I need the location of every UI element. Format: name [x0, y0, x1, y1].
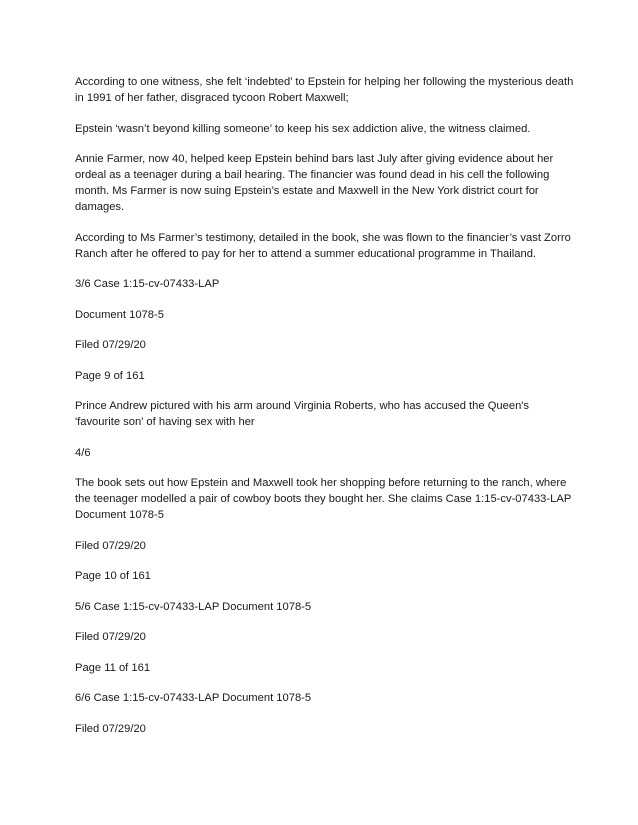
paragraph-annie-farmer: Annie Farmer, now 40, helped keep Epstein behind bars last July after giving evidence about her ordeal as a teenager during a bail hearing. The financier was found dead in his cell the following month. Ms Farmer is now suing Epstein’s estate and Maxwell in the New York district court for damages.	[75, 153, 554, 213]
filed-date: Filed 07/29/20	[75, 722, 146, 735]
page-number: Page 11 of 161	[75, 661, 151, 674]
section-marker-4-of-6: 4/6	[75, 446, 91, 459]
paragraph-zorro-ranch: According to Ms Farmer’s testimony, detailed in the book, she was flown to the financier’s vast Zorro Ranch after he offered to pay for her to attend a summer educational programme in Thailand.	[75, 231, 571, 260]
document-number: Document 1078-5	[75, 308, 164, 321]
filed-date: Filed 07/29/20	[75, 539, 146, 552]
case-header-6-of-6: 6/6 Case 1:15-cv-07433-LAP Document 1078-5	[75, 692, 312, 704]
case-header-3-of-6: 3/6 Case 1:15-cv-07433-LAP	[75, 278, 220, 290]
paragraph-indebted-witness: According to one witness, she felt ‘indebted’ to Epstein for helping her following the mysterious death in 1991 of her father, disgraced tycoon Robert Maxwell;	[75, 76, 574, 104]
document-page	[75, 74, 575, 751]
paragraph-witness-claim: Epstein ‘wasn’t beyond killing someone’ to keep his sex addiction alive, the witness claimed.	[75, 122, 531, 135]
filed-date: Filed 07/29/20	[75, 339, 146, 351]
filed-date: Filed 07/29/20	[75, 631, 146, 643]
page-number: Page 10 of 161	[75, 570, 151, 582]
page-number: Page 9 of 161	[75, 369, 145, 382]
photo-caption: Prince Andrew pictured with his arm around Virginia Roberts, who has accused the Queen's 'favourite son' of having sex with her	[75, 400, 530, 428]
case-header-5-of-6: 5/6 Case 1:15-cv-07433-LAP Document 1078-5	[75, 600, 312, 613]
paragraph-shopping: The book sets out how Epstein and Maxwell took her shopping before returning to the ranch, where the teenager modelled a pair of cowboy boots they bought her. She claims Case 1:15-cv-07433-LAP Document 1078-5	[75, 477, 572, 521]
